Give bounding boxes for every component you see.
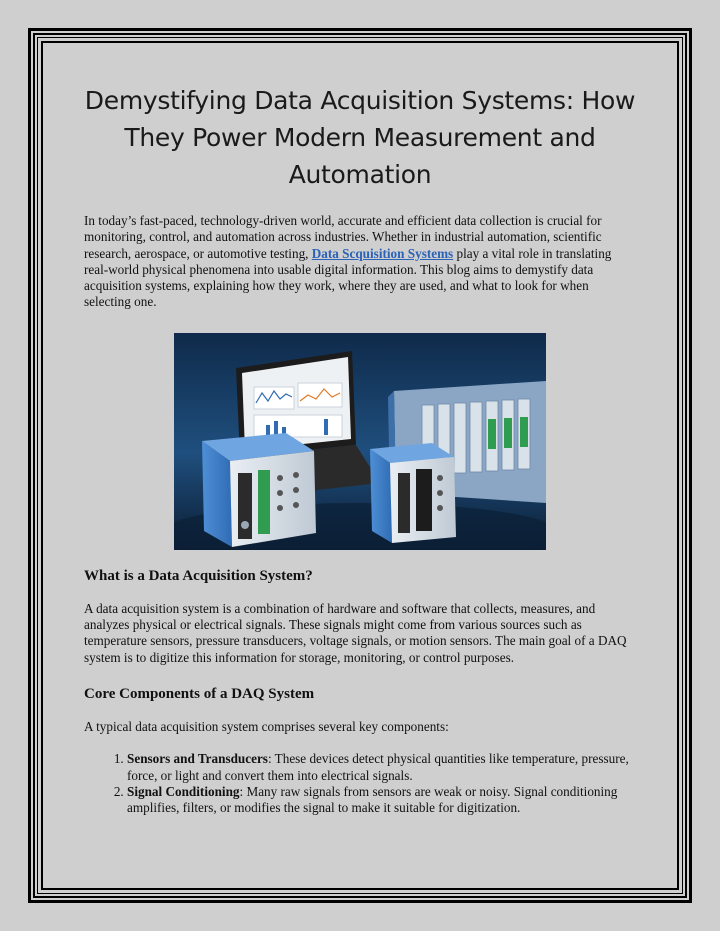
page-title: Demystifying Data Acquisition Systems: How They Power Modern Measurement and Automation: [84, 86, 636, 189]
document-body: [84, 82, 636, 816]
list-item-term: Sensors and Transducers: [127, 751, 268, 767]
list-item-text: : These devices detect physical quantities like temperature, pressure, force, or light and convert them into electrical signals.: [127, 751, 629, 783]
components-list: [84, 751, 636, 816]
list-item-term: Signal Conditioning: [127, 783, 240, 799]
intro-paragraph: [84, 213, 636, 311]
list-item: [127, 784, 636, 817]
list-item-text: : Many raw signals from sensors are weak or noisy. Signal conditioning amplifies, filters, or modifies the signal to make it suitable for digitization.: [127, 783, 618, 816]
intro-text-start: In today’s fast-paced, technology-driven world, accurate and efficient data collection is crucial for monitoring, control, and automation across industries. Whether in industrial automation, scientific research, aerospace, or automotive testing,: [84, 213, 602, 261]
section-paragraph-what-is-daq: A data acquisition system is a combination of hardware and software that collects, measures, and analyzes physical or electrical signals. These signals might come from various sources such as temperature sensors, pressure transducers, voltage signals, or motion sensors. The main goal of a DAQ system is to digitize this information for storage, monitoring, or control purposes.: [84, 600, 627, 665]
section-paragraph-core-components: A typical data acquisition system comprises several key components:: [84, 718, 449, 734]
list-item: [127, 751, 636, 784]
data-acquisition-link[interactable]: Data Scquisition Systems: [311, 245, 454, 261]
section-heading-what-is-daq: What is a Data Acquisition System?: [84, 567, 313, 584]
daq-hardware-photo: [174, 333, 546, 550]
intro-text-end: play a vital role in translating real-world physical phenomena into usable digital information. This blog aims to demystify data acquisition systems, explaining how they work, where they are used, and what to look for when selecting one.: [84, 245, 612, 310]
section-heading-core-components: Core Components of a DAQ System: [84, 685, 315, 702]
